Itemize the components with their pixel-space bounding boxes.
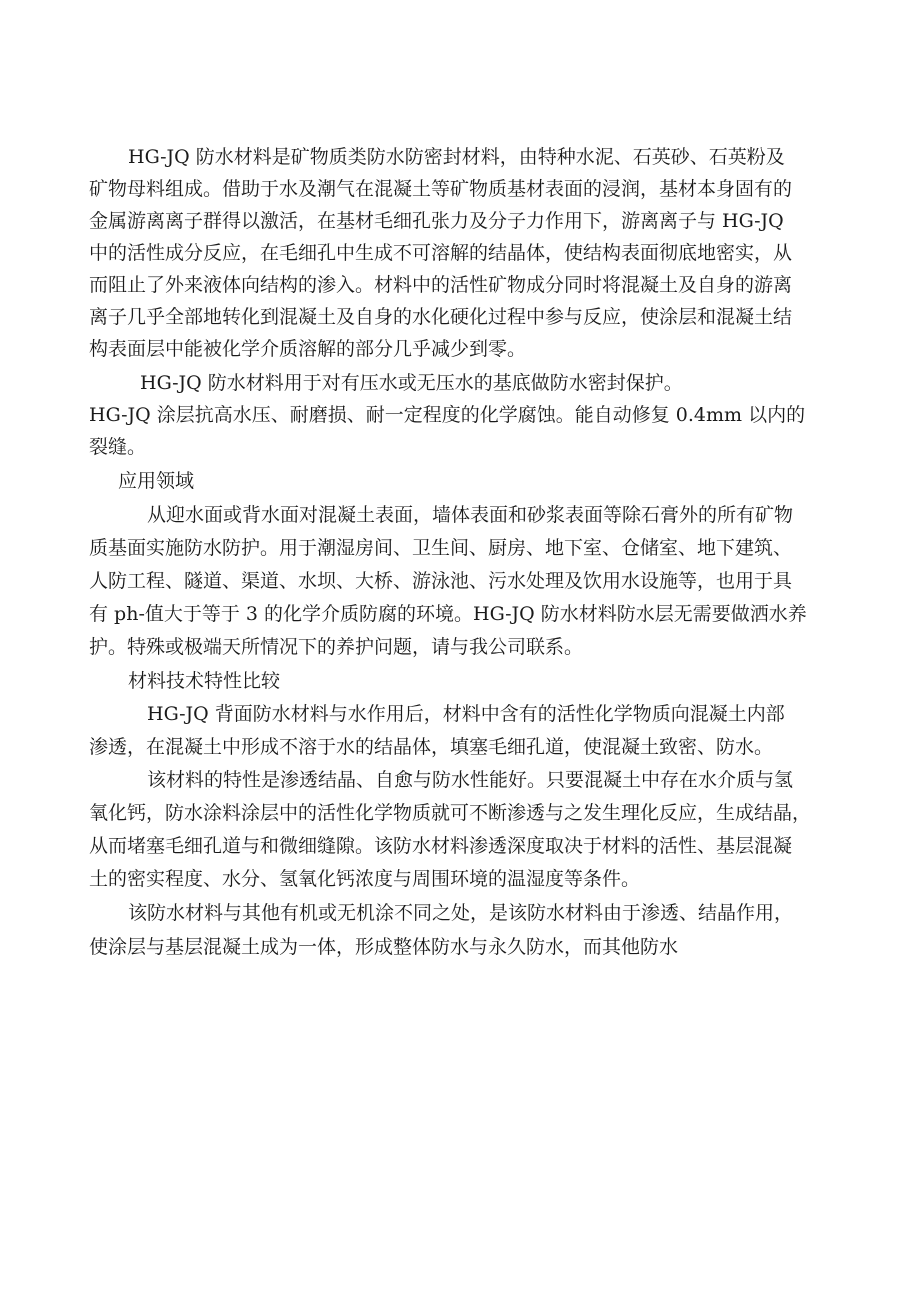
body-text-line: 人防工程、隧道、渠道、水坝、大桥、游泳池、污水处理及饮用水设施等，也用于具 [89, 570, 793, 592]
section-heading-application: 应用领域 [118, 470, 195, 492]
body-text-line: 该防水材料与其他有机或无机涂不同之处，是该防水材料由于渗透、结晶作用， [128, 902, 794, 924]
body-text-line: 离子几乎全部地转化到混凝土及自身的水化硬化过程中参与反应，使涂层和混凝土结 [89, 306, 793, 328]
body-text-line: 中的活性成分反应，在毛细孔中生成不可溶解的结晶体，使结构表面彻底地密实，从 [89, 242, 793, 264]
body-text-line: 从迎水面或背水面对混凝土表面，墙体表面和砂浆表面等除石膏外的所有矿物 [147, 504, 794, 526]
body-text-line: 金属游离离子群得以激活，在基材毛细孔张力及分子力作用下，游离离子与 HG-JQ [89, 210, 784, 232]
body-text-line: 而阻止了外来液体向结构的渗入。材料中的活性矿物成分同时将混凝土及自身的游离 [89, 274, 793, 296]
body-text-line: 使涂层与基层混凝土成为一体，形成整体防水与永久防水，而其他防水 [89, 936, 679, 958]
body-text-line: 土的密实程度、水分、氢氧化钙浓度与周围环境的温湿度等条件。 [89, 868, 641, 890]
body-text-line: 裂缝。 [89, 436, 147, 458]
body-text-line: 从而堵塞毛细孔道与和微细缝隙。该防水材料渗透深度取决于材料的活性、基层混凝 [89, 835, 793, 857]
body-text-line: 氧化钙，防水涂料涂层中的活性化学物质就可不断渗透与之发生理化反应，生成结晶， [89, 802, 812, 824]
body-text-line: 有 ph-值大于等于 3 的化学介质防腐的环境。HG-JQ 防水材料防水层无需要做洒水养 [89, 603, 807, 625]
body-text-line: HG-JQ 防水材料是矿物质类防水防密封材料，由特种水泥、石英砂、石英粉及 [128, 146, 785, 168]
body-text-line: 质基面实施防水防护。用于潮湿房间、卫生间、厨房、地下室、仓储室、地下建筑、 [89, 537, 793, 559]
body-text-line: 矿物母料组成。借助于水及潮气在混凝土等矿物质基材表面的浸润，基材本身固有的 [89, 178, 793, 200]
body-text-line: 护。特殊或极端天所情况下的养护问题，请与我公司联系。 [89, 636, 584, 658]
body-text-line: 渗透，在混凝土中形成不溶于水的结晶体，填塞毛细孔道，使混凝土致密、防水。 [89, 736, 774, 758]
body-text-line: 构表面层中能被化学介质溶解的部分几乎减少到零。 [89, 338, 527, 360]
body-text-line: HG-JQ 背面防水材料与水作用后，材料中含有的活性化学物质向混凝土内部 [147, 703, 785, 725]
body-text-line: 该材料的特性是渗透结晶、自愈与防水性能好。只要混凝土中存在水介质与氢 [147, 769, 794, 791]
body-text-line: HG-JQ 涂层抗高水压、耐磨损、耐一定程度的化学腐蚀。能自动修复 0.4mm 以内的 [89, 404, 806, 426]
body-text-line: HG-JQ 防水材料用于对有压水或无压水的基底做防水密封保护。 [140, 372, 683, 394]
section-heading-properties: 材料技术特性比较 [128, 670, 281, 692]
